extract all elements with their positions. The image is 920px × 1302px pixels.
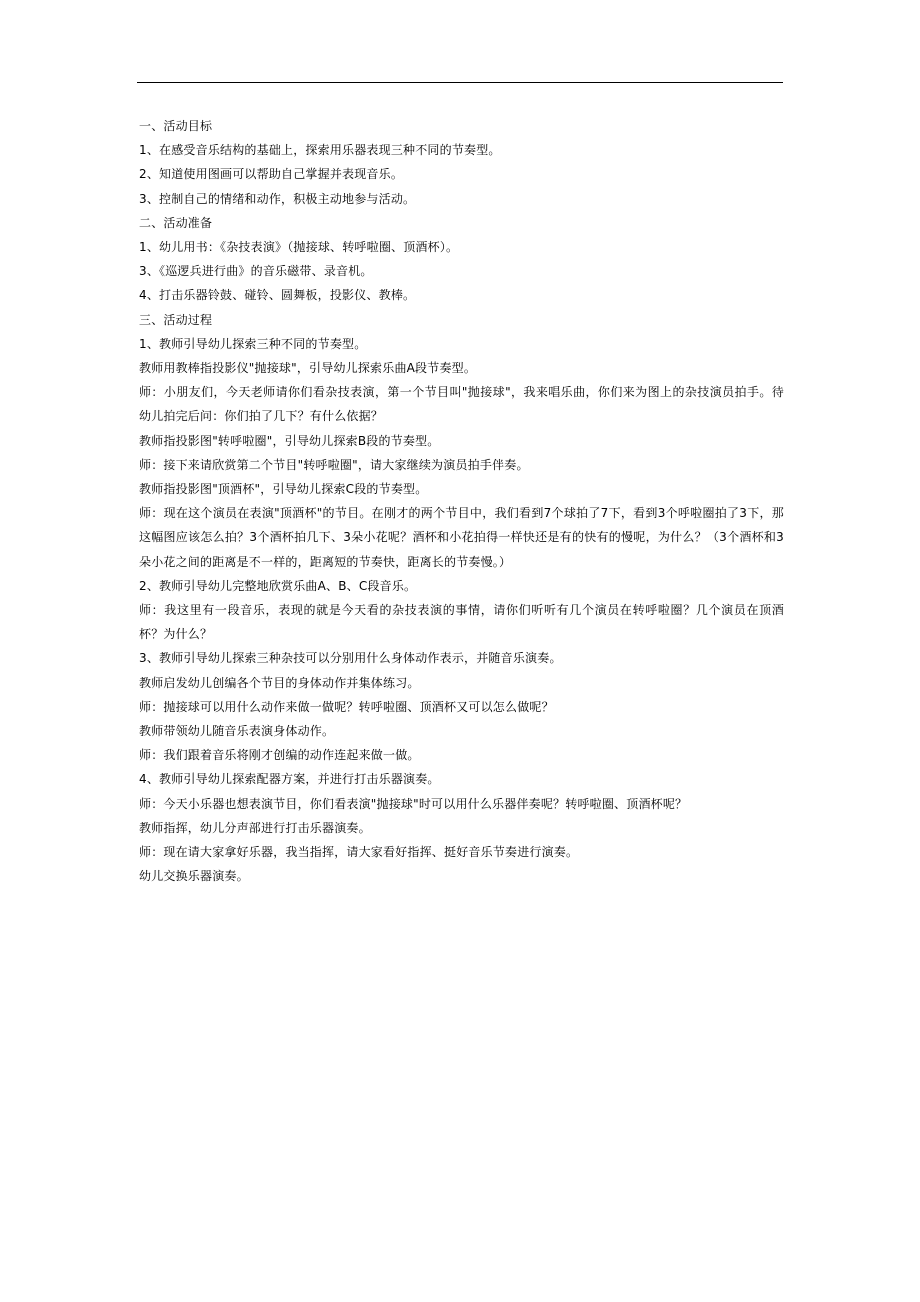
process-paragraph: 师：小朋友们，今天老师请你们看杂技表演，第一个节目叫"抛接球"，我来唱乐曲，你们来为图上的杂技演员拍手。待幼儿拍完后问：你们拍了几下？有什么依据？ <box>139 385 784 424</box>
process-paragraph: 师：抛接球可以用什么动作来做一做呢？转呼啦圈、顶酒杯又可以怎么做呢？ <box>139 699 554 714</box>
process-paragraph: 师：现在请大家拿好乐器，我当指挥，请大家看好指挥、挺好音乐节奏进行演奏。 <box>139 845 579 860</box>
header-rule <box>137 82 783 83</box>
section-heading-preparation: 二、活动准备 <box>139 215 213 230</box>
process-paragraph: 师：今天小乐器也想表演节目，你们看表演"抛接球"时可以用什么乐器伴奏呢？转呼啦圈、顶酒杯呢？ <box>139 796 688 811</box>
process-step: 3、教师引导幼儿探索三种杂技可以分别用什么身体动作表示，并随音乐演奏。 <box>139 651 562 666</box>
process-paragraph: 教师带领幼儿随音乐表演身体动作。 <box>139 724 335 739</box>
goal-item: 2、知道使用图画可以帮助自己掌握并表现音乐。 <box>139 167 404 182</box>
preparation-item: 4、打击乐器铃鼓、碰铃、圆舞板，投影仪、教棒。 <box>139 288 416 303</box>
process-step: 2、教师引导幼儿完整地欣赏乐曲A、B、C段音乐。 <box>139 578 417 593</box>
process-paragraph: 教师指投影图"转呼啦圈"，引导幼儿探索B段的节奏型。 <box>139 433 440 448</box>
preparation-item: 3、《巡逻兵进行曲》的音乐磁带、录音机。 <box>139 264 373 279</box>
process-paragraph: 教师启发幼儿创编各个节目的身体动作并集体练习。 <box>139 675 420 690</box>
process-paragraph: 师：我们跟着音乐将刚才创编的动作连起来做一做。 <box>139 748 420 763</box>
goal-item: 1、在感受音乐结构的基础上，探索用乐器表现三种不同的节奏型。 <box>139 143 501 158</box>
process-step: 1、教师引导幼儿探索三种不同的节奏型。 <box>139 336 367 351</box>
process-paragraph: 教师指投影图"顶酒杯"，引导幼儿探索C段的节奏型。 <box>139 482 428 497</box>
process-paragraph: 幼儿交换乐器演奏。 <box>139 869 249 884</box>
process-paragraph: 师：现在这个演员在表演"顶酒杯"的节目。在刚才的两个节目中，我们看到7个球拍了7下，看到3个呼啦圈拍了3下，那这幅图应该怎么拍？3个酒杯拍几下、3朵小花呢？酒杯和小花拍得一样快还是有的快有的慢呢，为什么？（3个酒杯和3朵小花之间的距离是不一样的，距离短的节奏快，距离长的节奏慢。） <box>139 506 784 569</box>
preparation-item: 1、幼儿用书：《杂技表演》（抛接球、转呼啦圈、顶酒杯）。 <box>139 240 459 255</box>
process-paragraph: 师：接下来请欣赏第二个节目"转呼啦圈"，请大家继续为演员拍手伴奏。 <box>139 457 529 472</box>
process-paragraph: 教师指挥，幼儿分声部进行打击乐器演奏。 <box>139 820 371 835</box>
goal-item: 3、控制自己的情绪和动作，积极主动地参与活动。 <box>139 191 416 206</box>
section-heading-process: 三、活动过程 <box>139 312 213 327</box>
section-heading-goals: 一、活动目标 <box>139 119 213 133</box>
process-paragraph: 师：我这里有一段音乐，表现的就是今天看的杂技表演的事情，请你们听听有几个演员在转呼啦圈？几个演员在顶酒杯？为什么？ <box>139 603 784 642</box>
process-step: 4、教师引导幼儿探索配器方案，并进行打击乐器演奏。 <box>139 772 440 787</box>
document-body <box>139 114 784 889</box>
process-paragraph: 教师用教棒指投影仪"抛接球"，引导幼儿探索乐曲A段节奏型。 <box>139 361 477 376</box>
